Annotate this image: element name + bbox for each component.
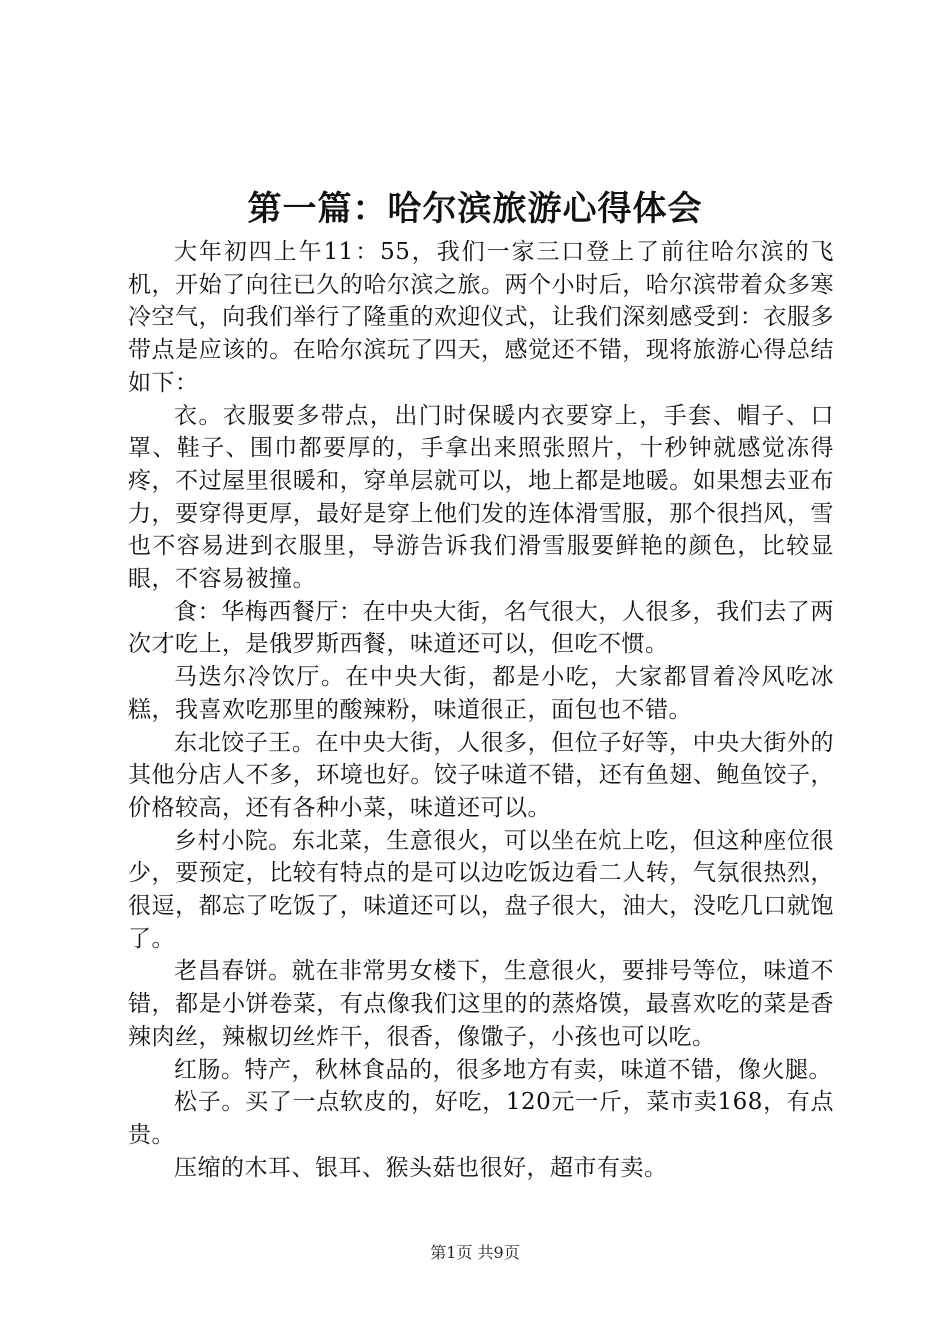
page-footer: 第1页 共9页 — [430, 1243, 520, 1262]
paragraph-food-madieer: 马迭尔冷饮厅。在中央大街，都是小吃，大家都冒着冷风吃冰糕，我喜欢吃那里的酸辣粉，味道很正，面包也不错。 — [128, 664, 834, 723]
document-body — [128, 236, 834, 1184]
paragraph-clothing: 衣。衣服要多带点，出门时保暖内衣要穿上，手套、帽子、口罩、鞋子、围巾都要厚的，手拿出来照张照片，十秒钟就感觉冻得疼，不过屋里很暖和，穿单层就可以，地上都是地暖。如果想去亚布力，要穿得更厚，最好是穿上他们发的连体滑雪服，那个很挡风，雪也不容易进到衣服里，导游告诉我们滑雪服要鲜艳的颜色，比较显眼，不容易被撞。 — [128, 402, 834, 593]
paragraph-food-chunbing: 老昌春饼。就在非常男女楼下，生意很火，要排号等位，味道不错，都是小饼卷菜，有点像我们这里的的蒸烙馍，最喜欢吃的菜是香辣肉丝，辣椒切丝炸干，很香，像馓子，小孩也可以吃。 — [128, 958, 834, 1050]
paragraph-red-sausage: 红肠。特产，秋林食品的，很多地方有卖，味道不错，像火腿。 — [174, 1056, 832, 1083]
paragraph-food-huamei: 食：华梅西餐厅：在中央大街，名气很大，人很多，我们去了两次才吃上，是俄罗斯西餐，味道还可以，但吃不惯。 — [128, 598, 834, 658]
document-title: 第一篇：哈尔滨旅游心得体会 — [247, 189, 703, 229]
paragraph-dried-fungi: 压缩的木耳、银耳、猴头菇也很好，超市有卖。 — [174, 1154, 668, 1181]
paragraph-pine-nuts: 松子。买了一点软皮的，好吃，120元一斤，菜市卖168，有点贵。 — [128, 1089, 834, 1148]
paragraph-intro: 大年初四上午11：55，我们一家三口登上了前往哈尔滨的飞机，开始了向往已久的哈尔滨之旅。两个小时后，哈尔滨带着众多寒冷空气，向我们举行了隆重的欢迎仪式，让我们深刻感受到：衣服多带点是应该的。在哈尔滨玩了四天，感觉还不错，现将旅游心得总结如下： — [128, 239, 834, 396]
paragraph-food-dumplings: 东北饺子王。在中央大街，人很多，但位子好等，中央大街外的其他分店人不多，环境也好。饺子味道不错，还有鱼翅、鲍鱼饺子，价格较高，还有各种小菜，味道还可以。 — [128, 729, 834, 821]
paragraph-food-village: 乡村小院。东北菜，生意很火，可以坐在炕上吃，但这种座位很少，要预定，比较有特点的是可以边吃饭边看二人转，气氛很热烈，很逗，都忘了吃饭了，味道还可以，盘子很大，油大，没吃几口就饱了。 — [128, 827, 834, 952]
